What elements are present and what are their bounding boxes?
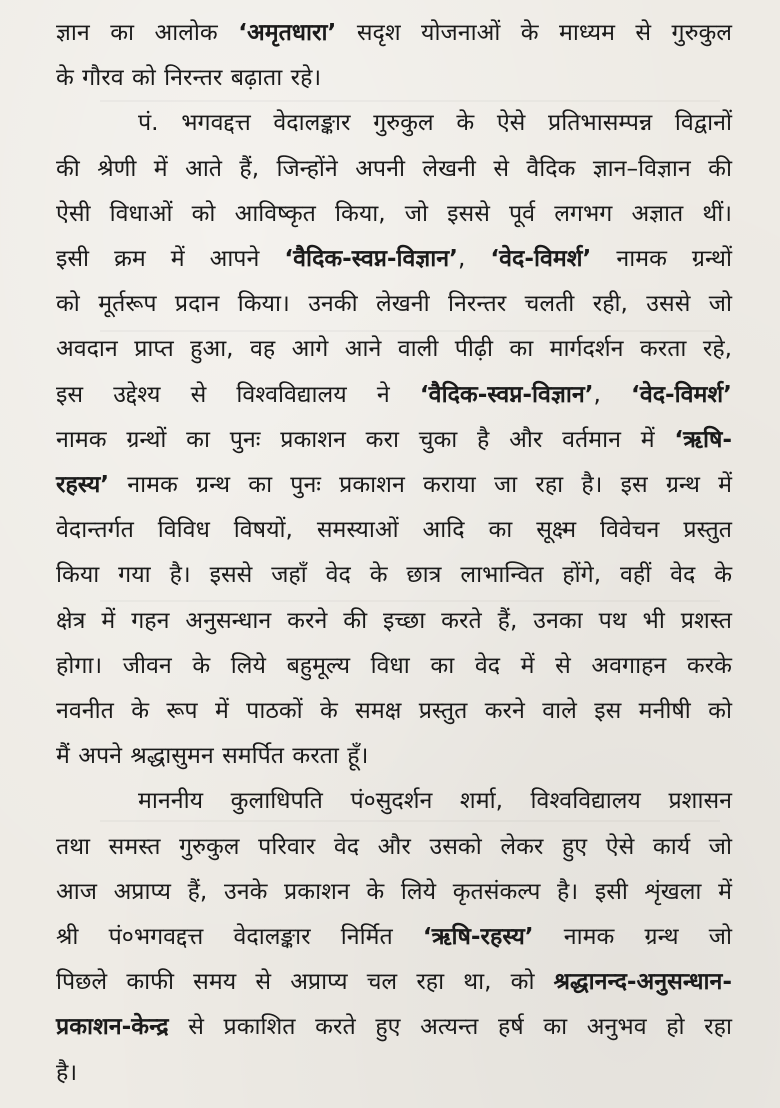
text-run: नामक ग्रन्थों का पुनः प्रकाशन करा चुका है और वर्तमान में [56,425,675,453]
bold-text-run: ‘वेद-विमर्श’ [631,380,732,408]
paragraph [56,778,732,1094]
text-line [56,778,732,823]
text-line [56,281,732,326]
show-through-line [100,100,720,102]
text-run: नामक ग्रन्थ जो [533,923,732,951]
show-through-line [100,600,720,602]
text-line [56,824,732,869]
text-run: , [593,380,632,408]
text-run: के गौरव को निरन्तर बढ़ाता रहे। [56,64,322,92]
text-line [56,643,732,688]
paragraph [56,100,732,778]
text-run: , [457,245,491,273]
bold-text-run: ‘अमृतधारा’ [238,19,337,46]
text-line [56,914,732,959]
text-run: मैं अपने श्रद्धासुमन समर्पित करता हूँ। [56,742,369,770]
text-line [56,55,732,100]
text-run: नामक ग्रन्थ का पुनः प्रकाशन कराया जा रहा है। इस ग्रन्थ में [109,471,732,499]
text-run: इस उद्देश्य से विश्वविद्यालय ने [56,380,420,408]
paragraph [56,10,732,100]
show-through-line [100,820,720,822]
bold-text-run: ‘वैदिक-स्वप्न-विज्ञान’ [284,245,458,273]
text-line [56,417,732,462]
text-run: ज्ञान का आलोक [56,19,239,46]
text-run: अवदान प्राप्त हुआ, वह आगे आने वाली पीढ़ी का मार्गदर्शन करता रहे, [56,335,733,363]
text-run: सदृश योजनाओं के माध्यम से गुरुकुल [336,19,732,46]
text-run: क्षेत्र में गहन अनुसन्धान करने की इच्छा करते हैं, उनका पथ भी प्रशस्त [56,606,732,634]
text-line [56,236,732,281]
text-line [56,10,732,55]
show-through-line [100,330,720,332]
text-line [56,688,732,733]
bold-text-run: रहस्य’ [56,471,110,499]
bold-text-run: ‘ऋषि- [674,425,732,453]
text-run: तथा समस्त गुरुकुल परिवार वेद और उसको लेकर हुए ऐसे कार्य जो [56,832,732,860]
text-run: की श्रेणी में आते हैं, जिन्होंने अपनी लेखनी से वैदिक ज्ञान–विज्ञान की [56,154,732,182]
text-run: श्री पं०भगवद्दत्त वेदालङ्कार निर्मित [56,923,423,951]
text-run: है। [56,1058,78,1086]
text-run: से प्रकाशित करते हुए अत्यन्त हर्ष का अनुभव हो रहा [168,1013,732,1041]
text-line [56,869,732,914]
text-run: नवनीत के रूप में पाठकों के समक्ष प्रस्तुत करने वाले इस मनीषी को [56,697,732,725]
text-run: किया गया है। इससे जहाँ वेद के छात्र लाभान्वित होंगे, वहीं वेद के [56,561,732,589]
document-body [56,10,732,1095]
bold-text-run: ‘वैदिक-स्वप्न-विज्ञान’ [419,380,594,408]
text-line [56,146,732,191]
text-run: नामक ग्रन्थों [591,245,732,273]
text-run: आज अप्राप्य हैं, उनके प्रकाशन के लिये कृतसंकल्प है। इसी शृंखला में [56,877,732,905]
text-line [56,1050,732,1095]
text-line [56,326,732,371]
text-line [56,191,732,236]
text-line [56,959,732,1004]
text-run: को मूर्तरूप प्रदान किया। उनकी लेखनी निरन्तर चलती रही, उससे जो [56,290,732,318]
text-line [56,598,732,643]
text-run: ऐसी विधाओं को आविष्कृत किया, जो इससे पूर्व लगभग अज्ञात थीं। [56,199,732,227]
text-line [56,552,732,597]
text-line [56,1004,732,1049]
text-line [56,733,732,778]
bold-text-run: ‘ऋषि-रहस्य’ [422,923,534,951]
bold-text-run: प्रकाशन-केन्द्र [56,1013,169,1041]
text-line [56,507,732,552]
text-run: माननीय कुलाधिपति पं०सुदर्शन शर्मा, विश्वविद्यालय प्रशासन [138,787,732,815]
text-run: वेदान्तर्गत विविध विषयों, समस्याओं आदि का सूक्ष्म विवेचन प्रस्तुत [56,516,732,544]
bold-text-run: ‘वेद-विमर्श’ [490,245,592,273]
text-line [56,372,732,417]
text-run: पं. भगवद्दत्त वेदालङ्कार गुरुकुल के ऐसे प्रतिभासम्पन्न विद्वानों [138,109,732,137]
text-line [56,462,732,507]
text-run: होगा। जीवन के लिये बहुमूल्य विधा का वेद में से अवगाहन करके [56,651,732,679]
text-line [56,100,732,145]
bold-text-run: श्रद्धानन्द-अनुसन्धान- [553,968,732,996]
text-run: इसी क्रम में आपने [56,245,285,273]
text-run: पिछले काफी समय से अप्राप्य चल रहा था, को [56,968,554,996]
